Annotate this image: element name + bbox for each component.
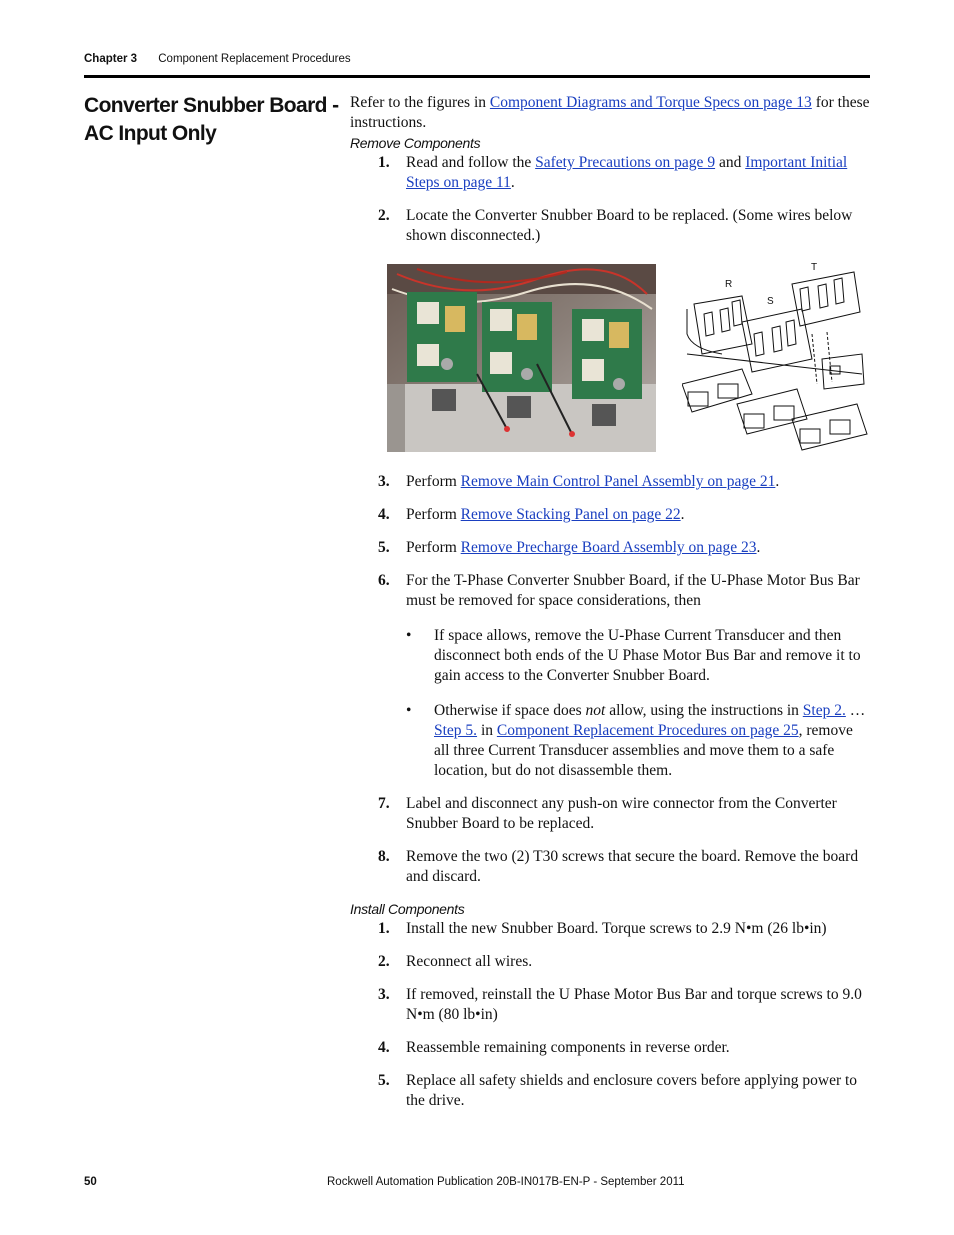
list-item: 5. Replace all safety shields and enclosure covers before applying power to the drive. <box>378 1072 858 1109</box>
link-step-5[interactable]: Step 5. <box>434 722 478 739</box>
link-component-replacement-procedures[interactable]: Component Replacement Procedures on page 25 <box>496 722 799 739</box>
list-item: 1. Read and follow the Safety Precautions on page 9 and Important Initial Steps on page 11. <box>378 154 848 191</box>
bullet-item: • If space allows, remove the U-Phase Current Transducer and then disconnect both ends of the U Phase Motor Bus Bar and remove it to gain access to the Converter Snubber Board. <box>406 627 861 684</box>
running-header <box>84 53 351 65</box>
list-item: 3. If removed, reinstall the U Phase Motor Bus Bar and torque screws to 9.0 N•m (80 lb•in) <box>378 986 862 1023</box>
list-item: 6. For the T-Phase Converter Snubber Board, if the U-Phase Motor Bus Bar must be removed for space considerations, then • If space allows, remove the U-Phase Current Transducer and then disconnect both ends of the U Phase Motor Bus Bar and remove it to gain access to the Converter Snubber Board. • Otherwise if space does not allow, using the instructions in Step 2. … Step 5. in Component Replacement Procedures on page 25, remove all three Current Transducer assemblies and move them to a safe location, but do not disassemble them. <box>350 571 870 781</box>
list-item: 7. Label and disconnect any push-on wire connector from the Converter Snubber Board to be replaced. <box>378 795 837 832</box>
snubber-board-photo <box>387 264 656 452</box>
link-important-initial-steps[interactable]: Important Initial Steps on page 11 <box>406 154 848 191</box>
label-t: T <box>811 262 818 273</box>
bullet-item: • Otherwise if space does not allow, using the instructions in Step 2. … Step 5. in Component Replacement Procedures on page 25, remove all three Current Transducer assemblies and move them to a safe location, but do not disassemble them. <box>406 702 866 779</box>
page-title: Converter Snubber Board - AC Input Only <box>84 94 339 145</box>
list-item: 4. Reassemble remaining components in reverse order. <box>378 1039 730 1056</box>
label-r: R <box>725 279 733 290</box>
snubber-board-diagram <box>682 254 870 452</box>
link-remove-main-control-panel[interactable]: Remove Main Control Panel Assembly on page 21 <box>460 473 776 490</box>
install-steps <box>350 919 870 1111</box>
list-item: 5. Perform Remove Precharge Board Assembly on page 23. <box>378 539 761 556</box>
publication-info: Rockwell Automation Publication 20B-IN017B-EN-P - September 2011 <box>327 1176 685 1188</box>
list-item: 4. Perform Remove Stacking Panel on page 22. <box>378 506 685 523</box>
figure-row <box>350 264 870 454</box>
link-safety-precautions[interactable]: Safety Precautions on page 9 <box>535 154 716 171</box>
main-content <box>350 93 870 1124</box>
install-heading: Install Components <box>350 901 465 917</box>
header-rule <box>84 75 870 78</box>
link-step-2[interactable]: Step 2. <box>802 702 846 719</box>
list-item: 3. Perform Remove Main Control Panel Assembly on page 21. <box>378 473 780 490</box>
chapter-label: Chapter 3 <box>84 53 138 65</box>
page-number: 50 <box>84 1176 97 1188</box>
intro-paragraph: Refer to the figures in Component Diagrams and Torque Specs on page 13 for these instructions. <box>350 94 870 131</box>
remove-steps-continued <box>350 472 870 887</box>
list-item: 8. Remove the two (2) T30 screws that secure the board. Remove the board and discard. <box>378 848 859 885</box>
label-s: S <box>767 296 774 307</box>
link-remove-stacking-panel[interactable]: Remove Stacking Panel on page 22 <box>460 506 681 523</box>
section-label: Component Replacement Procedures <box>158 53 351 65</box>
list-item: 2. Locate the Converter Snubber Board to be replaced. (Some wires below shown disconnected.) <box>378 207 853 244</box>
remove-heading: Remove Components <box>350 135 481 151</box>
list-item: 2. Reconnect all wires. <box>378 953 533 970</box>
link-component-diagrams[interactable]: Component Diagrams and Torque Specs on page 13 <box>489 94 812 111</box>
link-remove-precharge-board[interactable]: Remove Precharge Board Assembly on page 23 <box>460 539 757 556</box>
list-item: 1. Install the new Snubber Board. Torque screws to 2.9 N•m (26 lb•in) <box>378 920 827 937</box>
remove-steps <box>350 153 870 246</box>
bullet-list <box>406 626 870 781</box>
